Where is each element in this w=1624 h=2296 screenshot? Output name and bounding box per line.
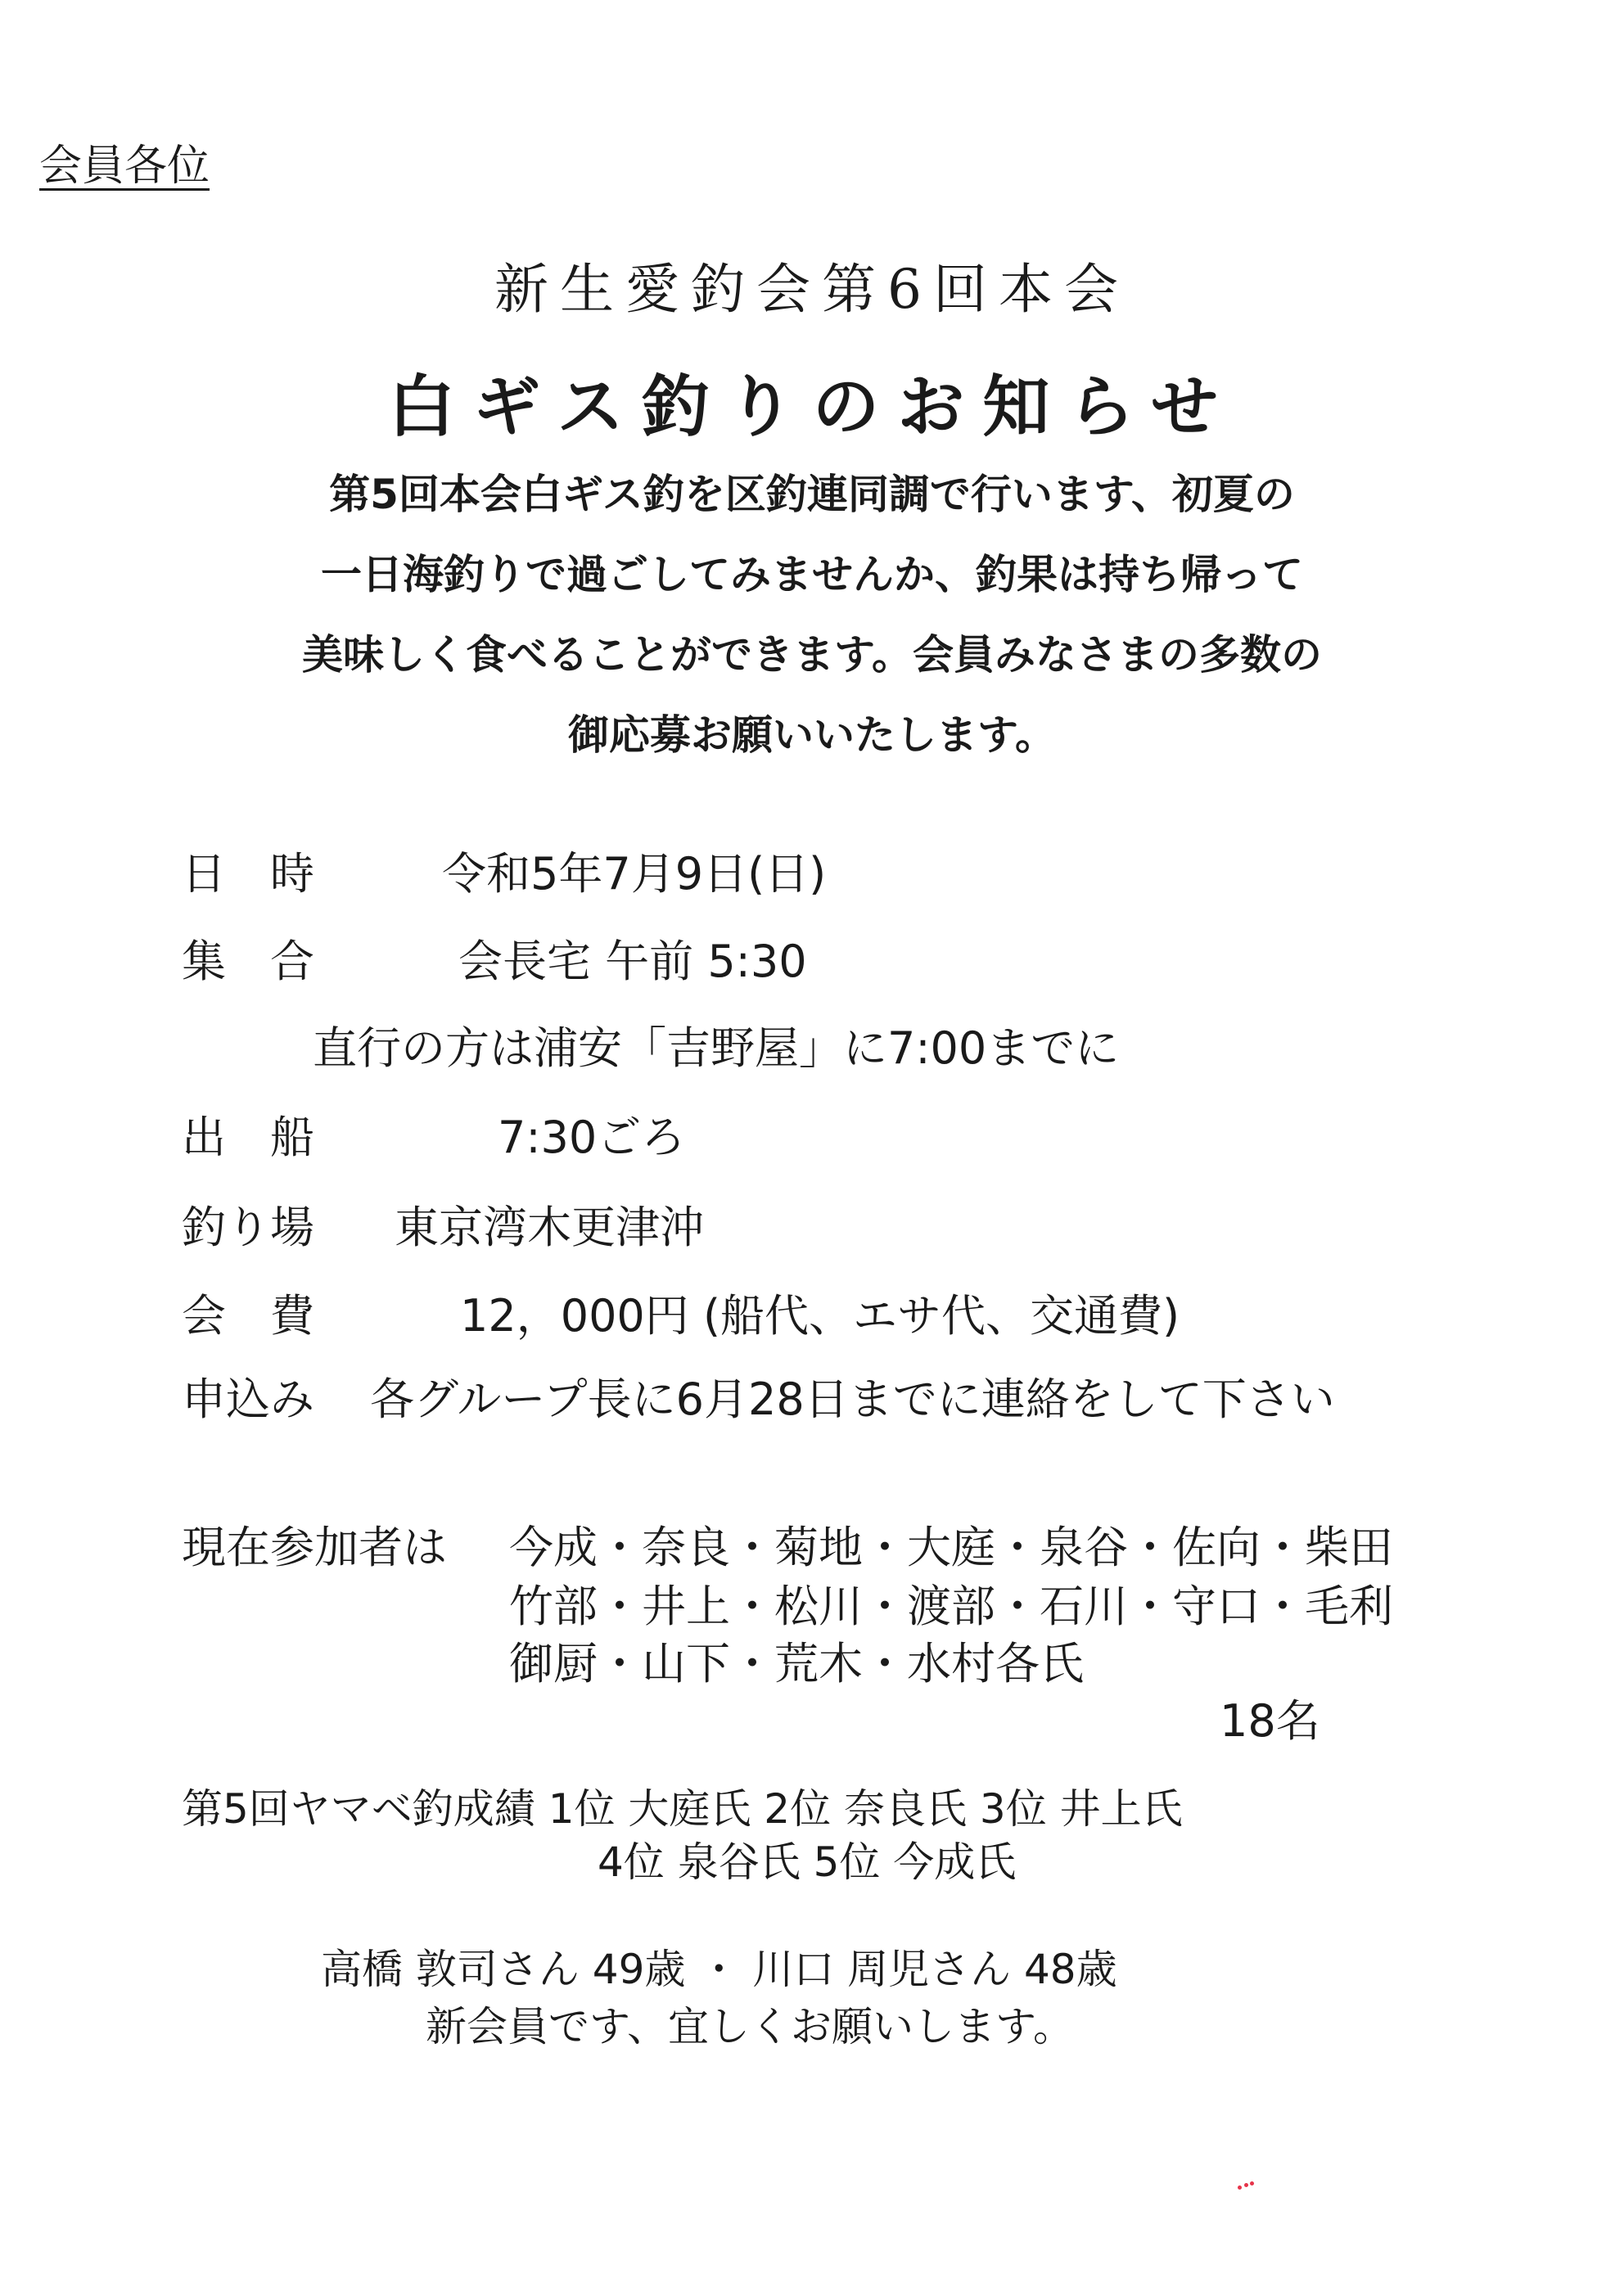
addressee: 会員各位 [39,142,210,191]
meeting-note: 直行の方は浦安「吉野屋」に7:00までに [313,1022,1120,1074]
results-line: 第5回ヤマベ釣成績 1位 大庭氏 2位 奈良氏 3位 井上氏 [182,1785,1183,1833]
fishing-spot-label: 釣り場 [182,1202,314,1253]
intro-line: 第5回本会白ギス釣を区釣連同調で行います、初夏の [329,471,1295,518]
results-line: 4位 泉谷氏 5位 今成氏 [598,1838,1017,1886]
new-members-line: 高橋 敦司さん 49歳 ・ 川口 周児さん 48歳 [321,1946,1117,1993]
intro-line: 一日海釣りで過ごしてみませんか、釣果は持ち帰って [321,551,1303,598]
participants-line: 今成・奈良・菊地・大庭・泉谷・佐向・柴田 [509,1522,1393,1573]
intro-line: 御応募お願いいたします。 [568,711,1056,759]
fishing-spot-value: 東京湾木更津沖 [395,1202,704,1253]
ink-speck [1238,2181,1256,2191]
departure-value: 7:30ごろ [498,1112,686,1163]
participants-label: 現在参加者は [182,1522,447,1573]
intro-paragraph [0,454,1624,775]
date-label: 日 時 [182,848,314,900]
meeting-label: 集 合 [182,936,314,987]
date-value: 令和5年7月9日(日) [442,848,827,900]
fee-label: 会 費 [182,1290,314,1342]
application-value: 各グループ長に6月28日までに連絡をして下さい [370,1374,1335,1425]
intro-line: 美味しく食べることができます。会員みなさまの多数の [302,631,1322,679]
application-label: 申込み [182,1374,314,1425]
club-title: 新生愛釣会第6回本会 [494,258,1130,321]
departure-label: 出 船 [182,1112,314,1163]
new-members-line: 新会員です、宜しくお願いします。 [426,2003,1074,2050]
participants-count: 18名 [1220,1695,1320,1747]
participants-line: 御厨・山下・荒木・水村各氏 [509,1638,1084,1689]
main-title: 白ギス釣りのお知らせ [388,368,1236,446]
fee-value: 12，000円 (船代、エサ代、交通費) [460,1290,1180,1342]
meeting-value: 会長宅 午前 5:30 [458,936,807,987]
participants-line: 竹部・井上・松川・渡部・石川・守口・毛利 [509,1581,1393,1632]
